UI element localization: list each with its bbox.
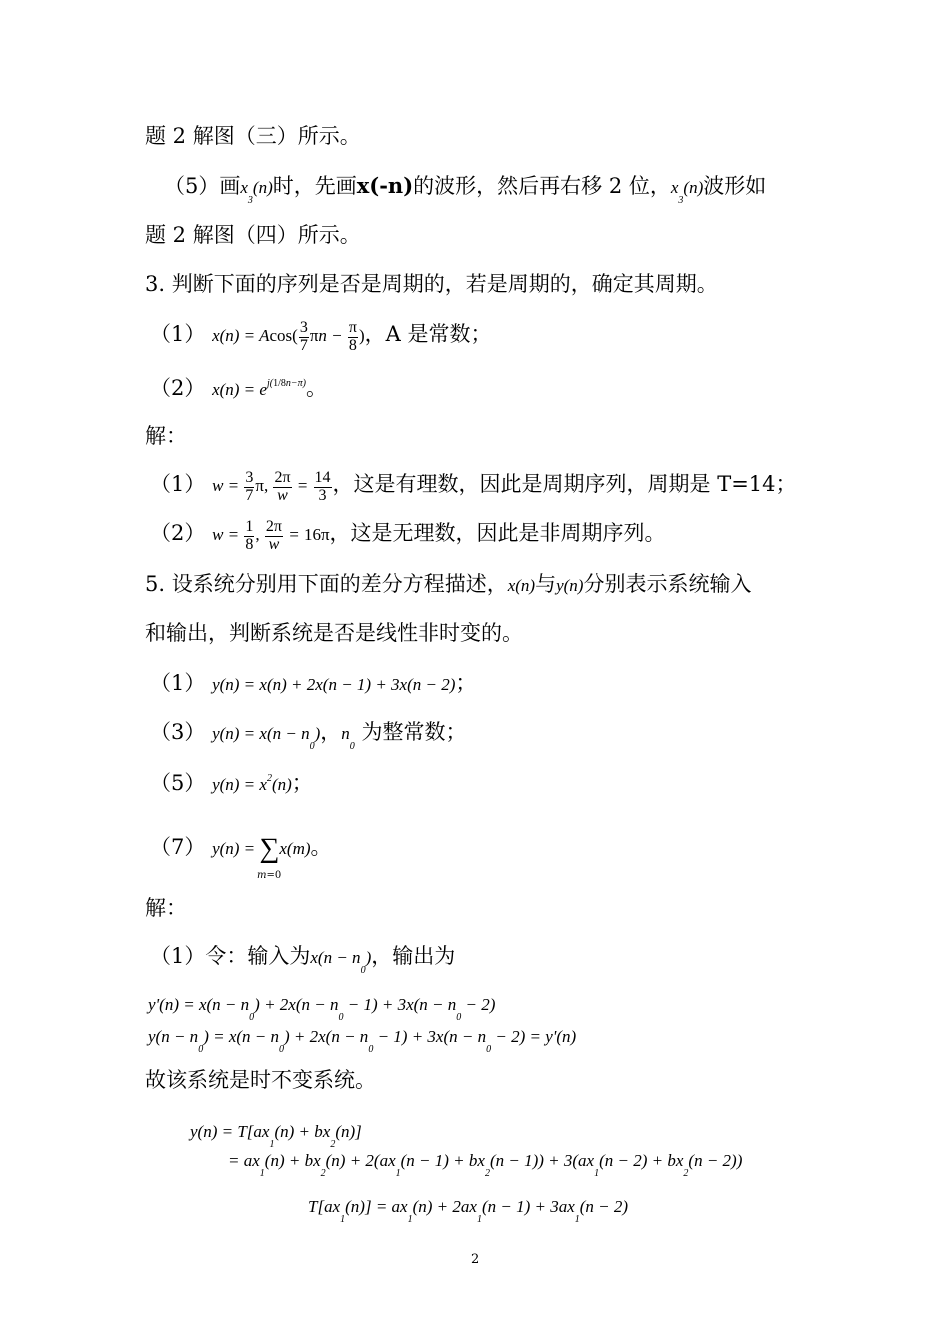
q5-item3-end: ，$n_0$ 为整常数； [320, 720, 467, 752]
q5-item1-label: （1） [150, 671, 206, 695]
equation-1: $y'(n) = x(n - n_0) + 2x(n - n_0 - 1) + 3x(n - n_0 - 2)$ [148, 995, 496, 1023]
item5-suffix: 波形如 [703, 174, 767, 198]
intro-line-3: 题 2 解图（四）所示。 [145, 223, 361, 247]
q5-title-c: 分别表示系统输入 [583, 572, 752, 596]
q3-sol-1 [150, 470, 797, 505]
q3-solution-label: 解： [145, 424, 187, 448]
q3-item-1 [150, 320, 491, 355]
q5-item7-label: （7） [150, 835, 206, 859]
q5-sol1-intro-a: （1）令：输入为 [150, 944, 311, 968]
q3-sol2-label: （2） [150, 521, 206, 546]
page-number: 2 [471, 1252, 480, 1267]
q5-item5-end: ； [291, 771, 313, 795]
intro-item-5 [164, 173, 767, 206]
q5-item5-formula: $y(n) = x^2(n)$ [212, 773, 292, 794]
q3-sol-2 [150, 519, 666, 554]
q5-item7-formula: y(n) = ∑x(m) [212, 833, 311, 864]
q3-sol2-text: ，这是无理数，因此是非周期序列。 [329, 521, 666, 546]
q5-item1-formula: y(n) = x(n) + 2x(n − 1) + 3x(n − 2) [212, 675, 456, 694]
conclusion: 故该系统是时不变系统。 [145, 1068, 376, 1092]
q5-solution-label: 解： [145, 896, 187, 920]
q5-title-b: 与 [535, 572, 557, 596]
q3-item1-label: （1） [150, 322, 206, 347]
q5-title-line2: 和输出，判断系统是否是线性非时变的。 [145, 621, 523, 645]
q3-sol1-label: （1） [150, 472, 206, 497]
formula-x3n: $x_3(n)$ [240, 178, 273, 206]
q5-sol1-intro-b: ，输出为 [371, 944, 456, 968]
q5-item-5 [150, 773, 313, 794]
item5-after: 的波形，然后再右移 2 位， [413, 174, 671, 198]
item5-bold: x(-n) [356, 173, 414, 198]
q3-sol2-formula: w = $\frac{1}{8}$ , $\frac{2\pi}{w}$ = 16π [212, 518, 330, 553]
formula-yn: y(n) [556, 576, 584, 595]
q3-title: 3. 判断下面的序列是否是周期的，若是周期的，确定其周期。 [145, 272, 718, 296]
q5-title [145, 574, 751, 595]
q5-item3-label: （3） [150, 720, 206, 744]
q5-title-a: 5. 设系统分别用下面的差分方程描述， [145, 572, 508, 596]
q5-item-1 [150, 673, 476, 694]
sigma-limit: m=0 [257, 870, 282, 881]
item5-middle: 时，先画 [272, 174, 357, 198]
q5-item5-label: （5） [150, 771, 206, 795]
q3-item2-formula: $x(n) = e^{j(1/8n-\pi)}$ [212, 378, 306, 399]
equation-2: $y(n - n_0) = x(n - n_0) + 2x(n - n_0 - 1) + 3x(n - n_0 - 2) = y'(n)$ [148, 1027, 577, 1055]
q5-item7-end: 。 [310, 835, 332, 859]
q3-item2-label: （2） [150, 376, 206, 400]
q5-item1-end: ； [455, 671, 477, 695]
q5-item3-formula: $y(n) = x(n - n_0)$ [212, 724, 321, 752]
q5-item-7 [150, 832, 332, 864]
q3-item1-note: ，A 是常数； [364, 322, 492, 347]
q3-item2-end: 。 [305, 376, 327, 400]
item5-prefix: （5）画 [164, 174, 241, 198]
equation-3: $y(n) = T[ax_1(n) + bx_2(n)]$ [190, 1122, 362, 1150]
sigma-symbol: ∑ [259, 833, 280, 864]
q3-sol1-text: ，这是有理数，因此是周期序列，周期是 T=14； [332, 472, 797, 497]
q3-item-2 [150, 378, 327, 399]
q5-sol1-intro [150, 944, 456, 976]
equation-4: = $ax_1(n) + bx_2(n) + 2(ax_1(n - 1) + bx_2(n - 1)) + 3(ax_1(n - 2) + bx_2(n - 2))$ [228, 1151, 743, 1179]
q3-item1-formula: x(n) = Acos( $\frac{3}{7}$ πn − $\frac{\pi}{8}$ ) [212, 319, 365, 354]
formula-x-n-n0: $x(n - n_0)$ [310, 948, 372, 976]
q5-item-3 [150, 720, 467, 752]
formula-xn: x(n) [507, 576, 536, 595]
formula-x3n-2: $x_3(n)$ [670, 178, 704, 206]
intro-line-1: 题 2 解图（三）所示。 [145, 124, 361, 148]
q3-sol1-formula: w = $\frac{3}{7}$ π, $\frac{2\pi}{w}$ = $\frac{14}{3}$ [212, 469, 331, 504]
equation-5: $T[ax_1(n)] = ax_1(n) + 2ax_1(n - 1) + 3ax_1(n - 2)$ [308, 1197, 629, 1225]
